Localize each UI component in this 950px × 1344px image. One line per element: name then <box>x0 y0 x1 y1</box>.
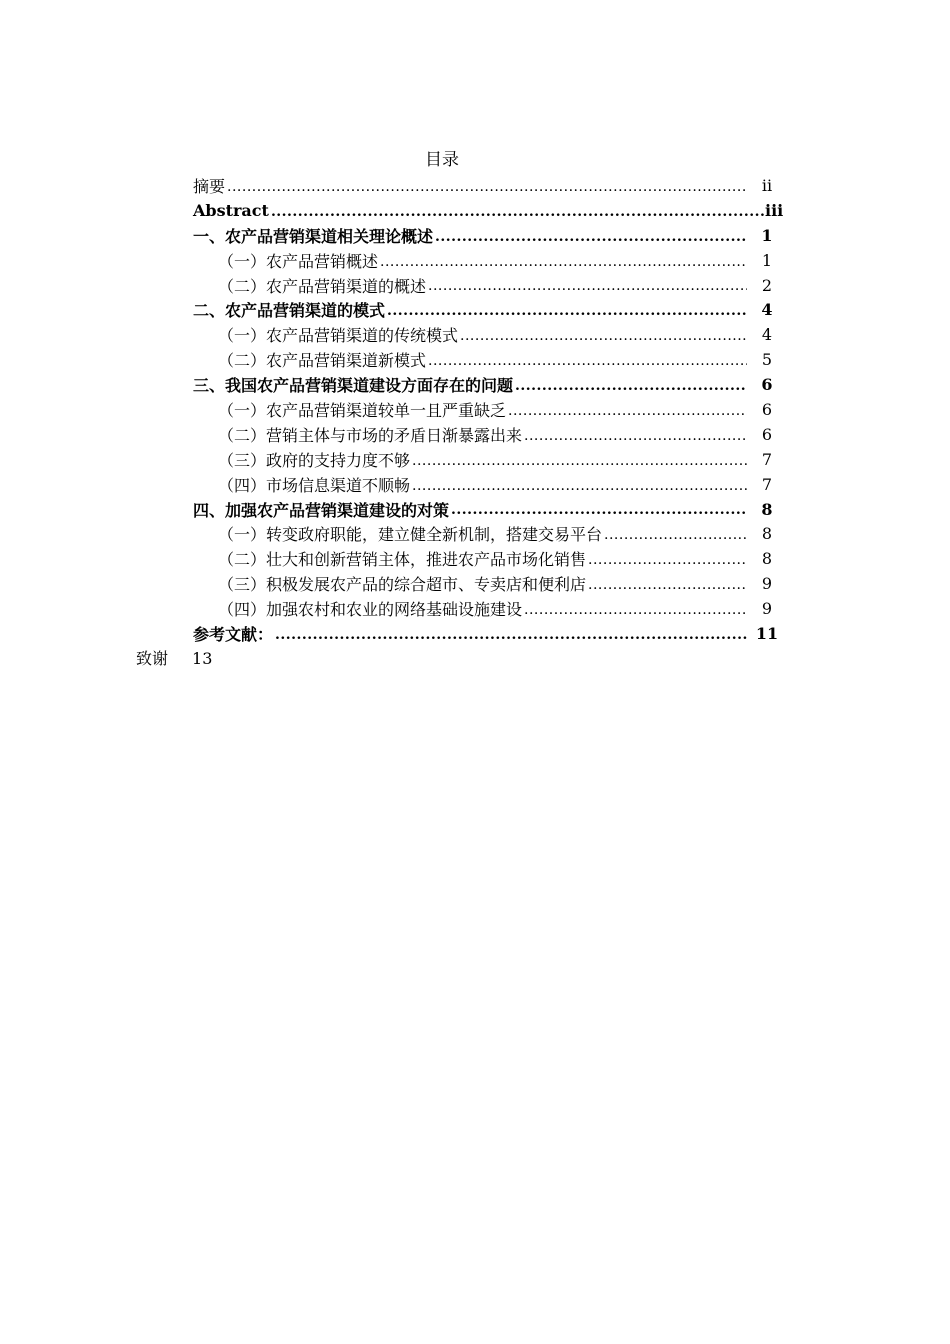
dot-leader <box>524 604 747 621</box>
dot-leader <box>588 579 747 596</box>
toc-entry-section-4-4[interactable] <box>193 596 785 621</box>
toc-page-number: 9 <box>761 574 773 594</box>
toc-entry-label: （三）积极发展农产品的综合超市、专卖店和便利店 <box>218 575 587 595</box>
toc-entry-label: Abstract <box>193 200 269 220</box>
dot-leader <box>460 330 747 347</box>
toc-title: 目录 <box>425 150 459 170</box>
toc-entry-references[interactable] <box>193 621 785 646</box>
toc-entry-label: （一）农产品营销渠道较单一且严重缺乏 <box>218 400 507 420</box>
toc-entry-label: （四）市场信息渠道不顺畅 <box>218 475 411 495</box>
toc-entry-section-4-1[interactable] <box>193 521 785 546</box>
toc-page-number: 4 <box>761 325 773 345</box>
toc-entry-section-3-4[interactable] <box>193 472 785 497</box>
toc-entry-label: （二）农产品营销渠道的概述 <box>218 276 427 296</box>
toc-page-number: 1 <box>761 250 773 270</box>
toc-entry-chapter-3[interactable] <box>193 372 785 397</box>
dot-leader <box>271 206 765 223</box>
toc-page-number: 6 <box>761 424 773 444</box>
toc-entry-label: （三）政府的支持力度不够 <box>218 450 411 470</box>
toc-entry-acknowledgement[interactable] <box>136 648 212 670</box>
toc-page-number: 8 <box>761 499 773 519</box>
dot-leader <box>412 480 747 497</box>
toc-page-number: ii <box>761 175 773 195</box>
toc-page-number: 8 <box>761 524 773 544</box>
toc-entry-abstract-en[interactable] <box>193 198 785 223</box>
toc-page-number: 11 <box>755 623 779 643</box>
toc-page-number: iii <box>765 200 784 220</box>
toc-page-number: 1 <box>761 225 773 245</box>
toc-entry-label: （二）壮大和创新营销主体，推进农产品市场化销售 <box>218 550 587 570</box>
dot-leader <box>275 629 747 646</box>
toc-page-number: 2 <box>761 275 773 295</box>
toc-entry-label: 摘要 <box>193 176 226 196</box>
toc-entry-label: （一）农产品营销概述 <box>218 251 379 271</box>
toc-entry-section-1-2[interactable] <box>193 273 785 298</box>
toc-entry-label: 三、我国农产品营销渠道建设方面存在的问题 <box>193 376 514 396</box>
toc-entry-section-2-2[interactable] <box>193 347 785 372</box>
toc-entry-label: （二）农产品营销渠道新模式 <box>218 351 427 371</box>
dot-leader <box>604 529 747 546</box>
toc-entry-label: 二、农产品营销渠道的模式 <box>193 301 386 321</box>
toc-page-number: 9 <box>761 599 773 619</box>
dot-leader <box>524 430 747 447</box>
toc-page-number: 8 <box>761 549 773 569</box>
toc-entry-section-1-1[interactable] <box>193 248 785 273</box>
toc-entry-label: 参考文献： <box>193 624 274 644</box>
toc-entry-chapter-1[interactable] <box>193 223 785 248</box>
dot-leader <box>380 256 747 273</box>
toc-entry-label: （四）加强农村和农业的网络基础设施建设 <box>218 600 523 620</box>
dot-leader <box>451 504 747 521</box>
dot-leader <box>515 380 747 397</box>
dot-leader <box>435 231 747 248</box>
toc-page-number: 13 <box>192 649 213 668</box>
toc-page-number: 7 <box>761 474 773 494</box>
toc-entry-section-3-2[interactable] <box>193 422 785 447</box>
dot-leader <box>588 554 747 571</box>
table-of-contents <box>193 173 785 646</box>
toc-entry-label: （二）营销主体与市场的矛盾日渐暴露出来 <box>218 425 523 445</box>
dot-leader <box>387 305 747 322</box>
toc-entry-section-3-1[interactable] <box>193 397 785 422</box>
toc-page-number: 4 <box>761 300 773 320</box>
toc-page-number: 5 <box>761 350 773 370</box>
toc-page-number: 7 <box>761 449 773 469</box>
toc-entry-label: （一）转变政府职能，建立健全新机制，搭建交易平台 <box>218 525 603 545</box>
dot-leader <box>508 405 747 422</box>
toc-entry-abstract-cn[interactable] <box>193 173 785 198</box>
dot-leader <box>428 280 747 297</box>
toc-entry-chapter-2[interactable] <box>193 297 785 322</box>
toc-entry-section-3-3[interactable] <box>193 447 785 472</box>
toc-entry-section-2-1[interactable] <box>193 322 785 347</box>
toc-entry-label: 一、农产品营销渠道相关理论概述 <box>193 226 434 246</box>
toc-entry-label: 致谢 <box>136 649 169 668</box>
toc-entry-section-4-2[interactable] <box>193 546 785 571</box>
toc-entry-label: 四、加强农产品营销渠道建设的对策 <box>193 500 450 520</box>
dot-leader <box>428 355 747 372</box>
dot-leader <box>412 455 747 472</box>
toc-page-number: 6 <box>761 375 773 395</box>
toc-entry-section-4-3[interactable] <box>193 571 785 596</box>
dot-leader <box>227 181 747 198</box>
toc-entry-label: （一）农产品营销渠道的传统模式 <box>218 326 459 346</box>
toc-page-number: 6 <box>761 399 773 419</box>
toc-entry-chapter-4[interactable] <box>193 497 785 522</box>
